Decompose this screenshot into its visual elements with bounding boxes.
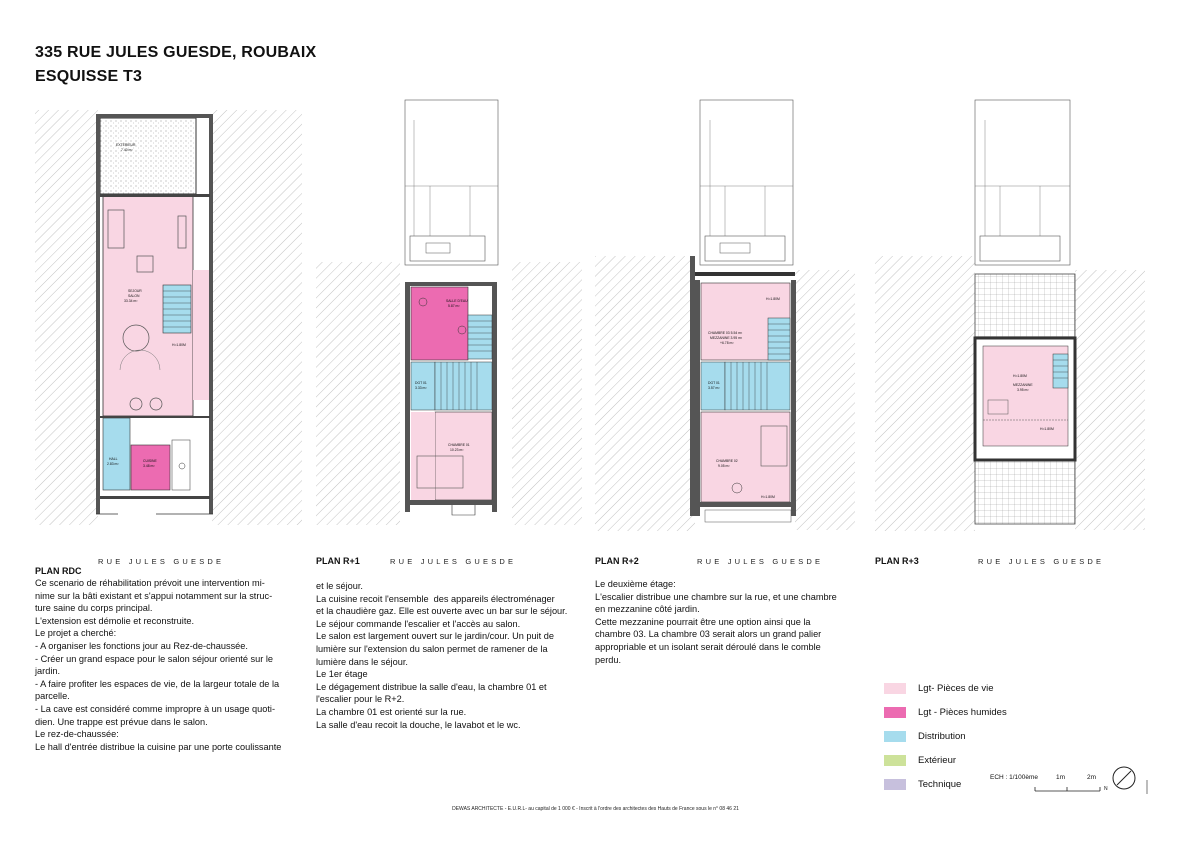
paragraph-line: ture saine du corps principal.: [35, 603, 153, 614]
paragraph-line: L'escalier distribue une chambre sur la rue, et une chambre: [595, 591, 837, 602]
legend-swatch: [884, 731, 906, 742]
legend-item-pieces-humides: [884, 700, 1007, 724]
street-label-r1: RUE JULES GUESDE: [390, 557, 517, 566]
legend-swatch: [884, 707, 906, 718]
paragraph-line: La salle d'eau recoit la douche, le lavabot et le wc.: [316, 719, 521, 730]
svg-text:H=1.80M: H=1.80M: [1013, 374, 1027, 378]
svg-text:SEJOUR: SEJOUR: [128, 289, 142, 293]
north-arrow-icon: [1110, 764, 1138, 792]
svg-text:CHAMBRE 03 5.54 m²: CHAMBRE 03 5.54 m²: [708, 331, 743, 335]
svg-text:DGT 01: DGT 01: [415, 381, 427, 385]
paragraph-line: Le salon est largement ouvert sur le jardin/cour. Un puit de: [316, 631, 554, 642]
svg-text:CHAMBRE 02: CHAMBRE 02: [716, 459, 738, 463]
scale-tick-2m: 2m: [1087, 774, 1097, 781]
plan-label-r2: PLAN R+2: [595, 556, 639, 566]
legend-item-pieces-de-vie: [884, 676, 1007, 700]
legend: [884, 676, 1007, 796]
legend-label: Lgt - Pièces humides: [918, 706, 1007, 718]
paragraph-line: La cuisine recoit l'ensemble des appareils électroménager: [316, 593, 555, 604]
paragraph-line: Le rez-de-chaussée:: [35, 729, 119, 740]
scale-tick-1m: 1m: [1056, 774, 1066, 781]
paragraph-line: - A organiser les fonctions jour au Rez-de-chaussée.: [35, 640, 248, 651]
svg-text:H=1.80M: H=1.80M: [761, 495, 775, 499]
north-label: N: [1104, 786, 1108, 792]
legend-swatch: [884, 755, 906, 766]
legend-label: Lgt- Pièces de vie: [918, 682, 994, 694]
project-title: 335 RUE JULES GUESDE, ROUBAIX: [35, 44, 317, 61]
paragraph-line: - A faire profiter les espaces de vie, de la largeur totale de la: [35, 678, 280, 689]
svg-text:DGT 01: DGT 01: [708, 381, 720, 385]
paragraph-line: et la chaudière gaz. Elle est ouverte avec un bar sur le séjour.: [316, 606, 568, 617]
paragraph-line: l'escalier pour le R+2.: [316, 694, 405, 705]
paragraph-line: appropriable et un isolant serait déroulé dans le comble: [595, 641, 821, 652]
svg-text:MEZZANINE 3.95 m²: MEZZANINE 3.95 m²: [710, 336, 743, 340]
svg-text:HALL: HALL: [109, 457, 118, 461]
svg-text:5.87 m²: 5.87 m²: [448, 304, 460, 308]
legend-swatch: [884, 683, 906, 694]
legend-item-distribution: [884, 724, 1007, 748]
plan-r1: [316, 100, 582, 525]
paragraph-line: chambre 03. La chambre 03 serait alors un grand palier: [595, 629, 822, 640]
paragraph-line: nime sur la bâti existant et s'appui notamment sur la struc-: [35, 590, 273, 601]
svg-text:+6.78 m²: +6.78 m²: [720, 341, 734, 345]
plan-label-r1: PLAN R+1: [316, 556, 360, 566]
paragraph-line: Le séjour commande l'escalier et l'accès au salon.: [316, 618, 521, 629]
legend-swatch: [884, 779, 906, 790]
project-subtitle: ESQUISSE T3: [35, 68, 143, 85]
paragraph-line: et le séjour.: [316, 581, 363, 591]
svg-text:33.34 m²: 33.34 m²: [124, 299, 138, 303]
svg-text:H=1.80M: H=1.80M: [766, 297, 780, 301]
svg-text:H=1.80M: H=1.80M: [1040, 427, 1054, 431]
svg-text:CUISINE: CUISINE: [143, 459, 157, 463]
legend-label: Technique: [918, 778, 962, 790]
svg-text:3.48 m²: 3.48 m²: [143, 464, 155, 468]
svg-text:7.40 m²: 7.40 m²: [121, 148, 133, 152]
svg-text:SALLE D'EAU: SALLE D'EAU: [446, 299, 468, 303]
paragraph-line: lumière sur l'extension du salon permet de ramener de la: [316, 643, 548, 654]
paragraph-line: lumière dans le séjour.: [316, 656, 408, 667]
svg-text:MEZZANINE: MEZZANINE: [1013, 383, 1033, 387]
svg-text:9.05 m²: 9.05 m²: [718, 464, 730, 468]
paragraph-line: Le projet a cherché:: [35, 628, 117, 639]
plan-rdc: [35, 110, 302, 525]
svg-text:3.57 m²: 3.57 m²: [708, 386, 720, 390]
text-column-2: [316, 580, 584, 731]
plan-r3: [875, 100, 1145, 531]
paragraph-line: Le deuxième étage:: [595, 579, 676, 589]
paragraph-line: Le hall d'entrée distribue la cuisine par une porte coulissante: [35, 741, 282, 752]
paragraph-line: Le dégagement distribue la salle d'eau, la chambre 01 et: [316, 681, 547, 692]
street-label-r3: RUE JULES GUESDE: [978, 557, 1105, 566]
paragraph-line: en mezzanine côté jardin.: [595, 604, 700, 615]
svg-text:2.83 m²: 2.83 m²: [107, 462, 119, 466]
paragraph-line: dien. Une trappe est prévue dans le salon.: [35, 716, 208, 727]
legend-item-technique: [884, 772, 1007, 796]
legend-label: Extérieur: [918, 754, 957, 766]
footer-credit: DEWAS ARCHITECTE - E.U.R.L- au capital de 1 000 € - Inscrit à l'ordre des architectes des Hauts de France sous le n° 08 46 21: [452, 806, 739, 812]
paragraph-line: Le 1er étage: [316, 669, 368, 680]
svg-text:EXTERIEUR: EXTERIEUR: [116, 143, 136, 147]
text-column-1: [35, 577, 305, 753]
text-column-3: [595, 578, 859, 666]
street-label-r2: RUE JULES GUESDE: [697, 557, 824, 566]
plan-r2: [595, 100, 855, 531]
paragraph-line: Ce scenario de réhabilitation prévoit une intervention mi-: [35, 578, 265, 588]
svg-text:H=1.80M: H=1.80M: [172, 343, 186, 347]
svg-text:SALON: SALON: [128, 294, 140, 298]
plan-label-r3: PLAN R+3: [875, 556, 919, 566]
scale-label: ECH : 1/100ème: [990, 774, 1039, 781]
svg-text:3.95 m²: 3.95 m²: [1017, 388, 1029, 392]
svg-text:3.33 m²: 3.33 m²: [415, 386, 427, 390]
paragraph-line: La chambre 01 est orienté sur la rue.: [316, 706, 467, 717]
legend-item-exterieur: [884, 748, 1007, 772]
paragraph-line: jardin.: [35, 666, 61, 677]
paragraph-line: Cette mezzanine pourrait être une option ainsi que la: [595, 616, 811, 627]
svg-text:10.23 m²: 10.23 m²: [450, 448, 464, 452]
legend-label: Distribution: [918, 730, 966, 742]
plan-label-rdc: PLAN RDC: [35, 566, 82, 576]
paragraph-line: perdu.: [595, 654, 622, 665]
paragraph-line: parcelle.: [35, 691, 70, 702]
paragraph-line: L'extension est démolie et reconstruite.: [35, 615, 195, 626]
paragraph-line: - La cave est considéré comme impropre à un usage quoti-: [35, 703, 276, 714]
street-label-rdc: RUE JULES GUESDE: [98, 557, 225, 566]
svg-text:CHAMBRE 01: CHAMBRE 01: [448, 443, 470, 447]
paragraph-line: - Créer un grand espace pour le salon séjour orienté sur le: [35, 653, 273, 664]
